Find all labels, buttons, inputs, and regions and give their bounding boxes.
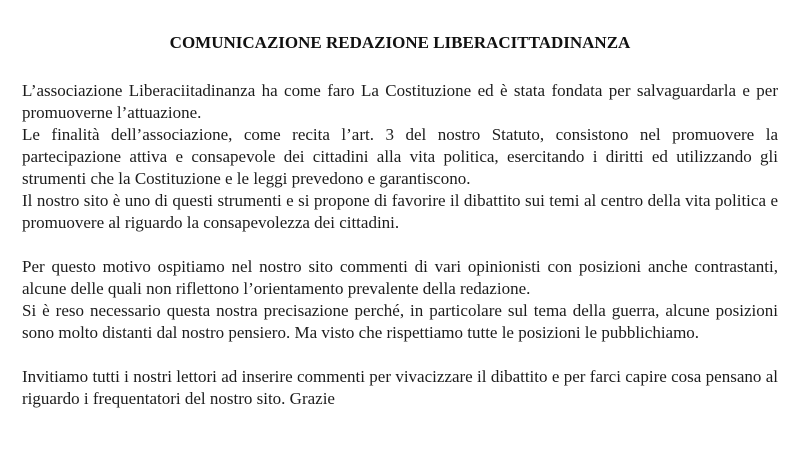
document-body <box>22 80 778 410</box>
paragraph-opinions: Per questo motivo ospitiamo nel nostro sito commenti di vari opinionisti con posizioni anche contrastanti, alcune delle quali non riflettono l’orientamento prevalente della redazione. <box>22 257 778 298</box>
paragraph-statute-aims: Le finalità dell’associazione, come recita l’art. 3 del nostro Statuto, consistono nel promuovere la partecipazione attiva e consapevole dei cittadini alla vita politica, esercitando i diritti ed utilizzando gli strumenti che la Costituzione e le leggi prevedono e garantiscono. <box>22 125 778 188</box>
paragraph-site-purpose: Il nostro sito è uno di questi strumenti e si propone di favorire il dibattito sui temi al centro della vita politica e promuovere al riguardo la consapevolezza dei cittadini. <box>22 191 778 232</box>
paragraph-association-intro: L’associazione Liberaciitadinanza ha come faro La Costituzione ed è stata fondata per salvaguardarla e per promuoverne l’attuazione. <box>22 81 778 122</box>
paragraph-invitation: Invitiamo tutti i nostri lettori ad inserire commenti per vivacizzare il dibattito e per farci capire cosa pensano al riguardo i frequentatori del nostro sito. Grazie <box>22 367 778 408</box>
paragraph-clarification: Si è reso necessario questa nostra precisazione perché, in particolare sul tema della guerra, alcune posizioni sono molto distanti dal nostro pensiero. Ma visto che rispettiamo tutte le posizioni le pubblichiamo. <box>22 301 778 342</box>
paragraph-spacer <box>22 344 778 366</box>
paragraph-spacer <box>22 234 778 256</box>
document-title: COMUNICAZIONE REDAZIONE LIBERACITTADINANZA <box>169 33 631 52</box>
